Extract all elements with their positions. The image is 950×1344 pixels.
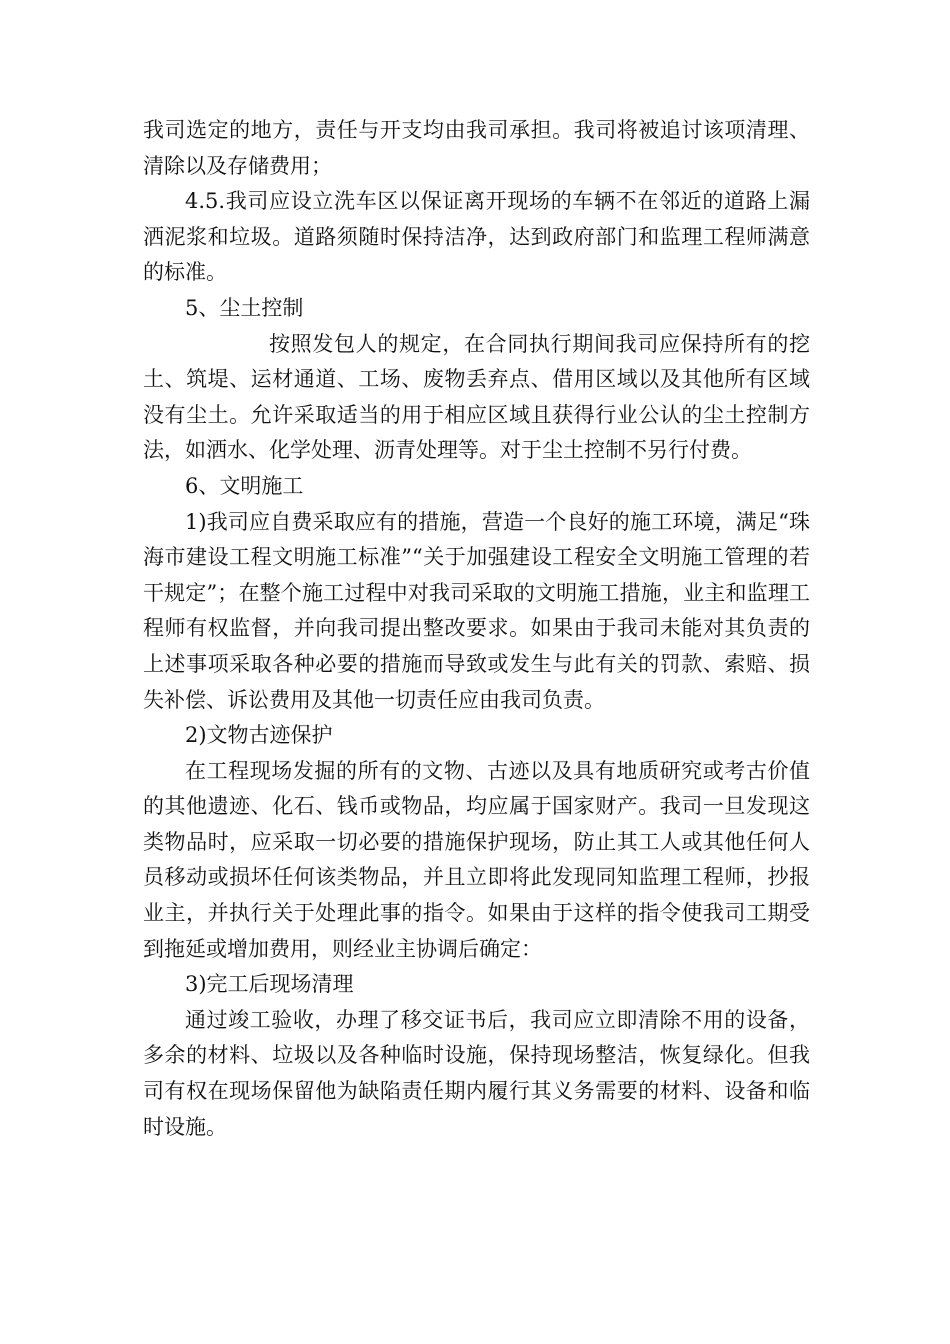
paragraph-site-cleanup: 通过竣工验收，办理了移交证书后，我司应立即清除不用的设备，多余的材料、垃圾以及各种临时设施，保持现场整洁，恢复绿化。但我司有权在现场保留他为缺陷责任期内履行其义务需要的材料、设备和临时设施。 bbox=[143, 1007, 810, 1139]
paragraph-continuation: 我司选定的地方，责任与开支均由我司承担。我司将被追讨该项清理、清除以及存储费用； bbox=[143, 118, 810, 178]
section-heading-dust-control: 5、尘土控制 bbox=[185, 295, 304, 320]
paragraph-civilized-construction: 1)我司应自费采取应有的措施，营造一个良好的施工环境，满足“珠海市建设工程文明施工标准”“关于加强建设工程安全文明施工管理的若干规定”；在整个施工过程中对我司采取的文明施工措施，业主和监理工程师有权监督，并向我司提出整改要求。如果由于我司未能对其负责的上述事项采取各种必要的措施而导致或发生与此有关的罚款、索赔、损失补偿、诉讼费用及其他一切责任应由我司负责。 bbox=[143, 509, 810, 712]
paragraph-dust-control: 按照发包人的规定，在合同执行期间我司应保持所有的挖土、筑堤、运材通道、工场、废物丢弃点、借用区域以及其他所有区域没有尘土。允许采取适当的用于相应区域且获得行业公认的尘土控制方法，如洒水、化学处理、沥青处理等。对于尘土控制不另行付费。 bbox=[143, 331, 810, 463]
document-body bbox=[143, 113, 810, 1145]
subheading-site-cleanup: 3)完工后现场清理 bbox=[185, 972, 354, 997]
paragraph-4-5: 4.5.我司应设立洗车区以保证离开现场的车辆不在邻近的道路上漏洒泥浆和垃圾。道路须随时保持洁净，达到政府部门和监理工程师满意的标准。 bbox=[143, 189, 810, 285]
section-heading-civilized-construction: 6、文明施工 bbox=[185, 473, 304, 498]
paragraph-relics-protection: 在工程现场发掘的所有的文物、古迹以及具有地质研究或考古价值的其他遗迹、化石、钱币或物品，均应属于国家财产。我司一旦发现这类物品时，应采取一切必要的措施保护现场，防止其工人或其他任何人员移动或损坏任何该类物品，并且立即将此发现同知监理工程师，抄报业主，并执行关于处理此事的指令。如果由于这样的指令使我司工期受到拖延或增加费用，则经业主协调后确定： bbox=[143, 758, 810, 961]
subheading-relics-protection: 2)文物古迹保护 bbox=[185, 723, 333, 748]
